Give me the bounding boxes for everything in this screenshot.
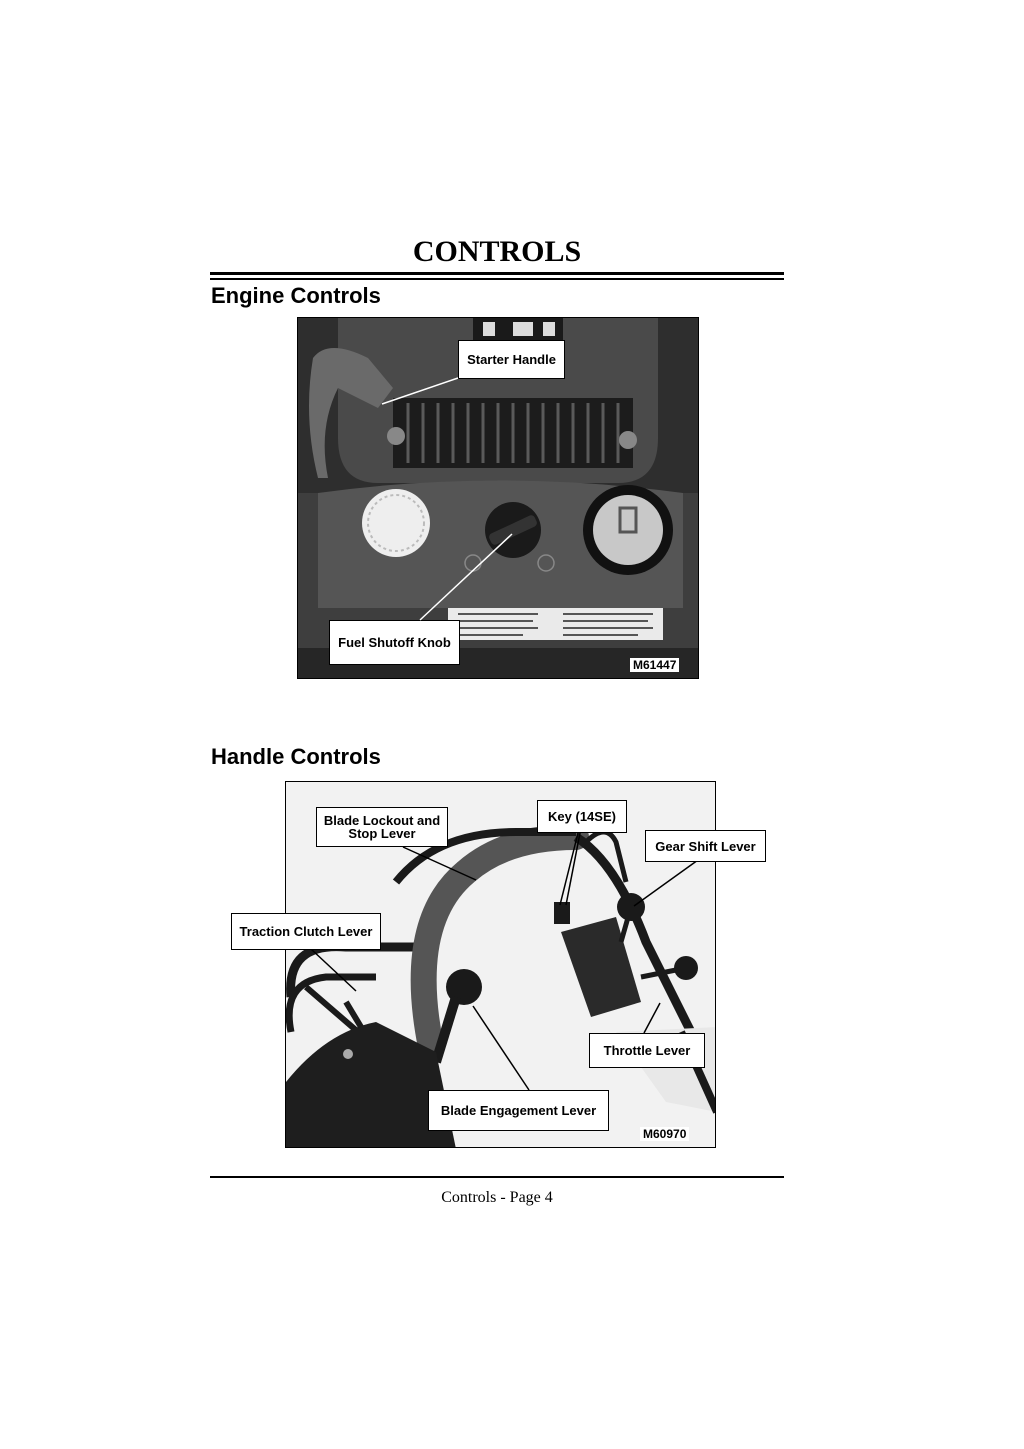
page-title: CONTROLS xyxy=(412,235,582,268)
fuel-shutoff-knob-callout: Fuel Shutoff Knob xyxy=(329,620,460,665)
traction-clutch-lever-callout: Traction Clutch Lever xyxy=(231,913,381,950)
page-footer: Controls - Page 4 xyxy=(441,1189,553,1206)
handle-figure-code: M60970 xyxy=(640,1127,689,1141)
title-rule-bottom xyxy=(210,278,784,280)
engine-figure-code: M61447 xyxy=(630,658,679,672)
engine-controls-heading: Engine Controls xyxy=(211,283,381,308)
footer-rule xyxy=(210,1176,784,1178)
throttle-lever-callout: Throttle Lever xyxy=(589,1033,705,1068)
blade-engagement-lever-callout: Blade Engagement Lever xyxy=(428,1090,609,1131)
blade-lockout-callout: Blade Lockout and Stop Lever xyxy=(316,807,448,847)
starter-handle-callout: Starter Handle xyxy=(458,340,565,379)
gear-shift-lever-callout: Gear Shift Lever xyxy=(645,830,766,862)
title-rule-top xyxy=(210,272,784,275)
key-callout: Key (14SE) xyxy=(537,800,627,833)
handle-controls-heading: Handle Controls xyxy=(211,744,381,769)
